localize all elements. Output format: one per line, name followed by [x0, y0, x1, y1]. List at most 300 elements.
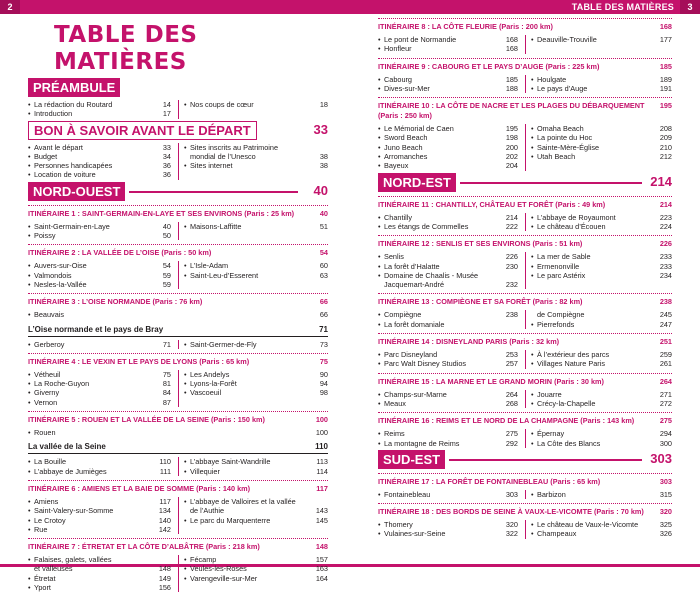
entry-name: Sites inscrits au Patrimoine: [190, 142, 279, 152]
itinerary-title: ITINÉRAIRE 8 : LA CÔTE FLEURIE (Paris : 200 km): [378, 22, 553, 31]
itinerary-title: ITINÉRAIRE 2 : LA VALLÉE DE L’OISE (Paris : 50 km): [28, 248, 212, 258]
entry-name: Saint-Germer-de-Fly: [190, 339, 257, 349]
entry-page: 114: [316, 466, 328, 476]
bullet-icon: •: [378, 389, 381, 399]
bullet-icon: •: [184, 496, 187, 506]
entry-page: 18: [319, 100, 328, 109]
bullet-icon: •: [378, 152, 381, 162]
bullet-icon: •: [531, 429, 534, 439]
toc-entry: [378, 529, 518, 538]
bullet-icon: •: [531, 74, 534, 84]
itinerary-title: ITINÉRAIRE 14 : DISNEYLAND PARIS (Paris : 32 km): [378, 337, 560, 347]
entry-name: Saint-Leu-d’Esserent: [190, 270, 259, 280]
bullet-icon: •: [531, 212, 534, 222]
entry-name: Parc Disneyland: [384, 350, 438, 360]
entry-page: 59: [162, 279, 171, 289]
entry-name: Reims: [384, 429, 405, 439]
toc-entry: [28, 231, 171, 240]
entry-name: Omaha Beach: [537, 124, 584, 134]
entry-name: Compiègne: [384, 310, 422, 320]
entry-page: 223: [659, 212, 672, 222]
entry-column-left: [28, 428, 328, 437]
toc-entry: [378, 271, 518, 280]
section-header: [28, 78, 328, 97]
itinerary-heading: [28, 205, 328, 219]
entry-name: Domaine de Chaalis - Musée: [384, 270, 479, 280]
entry-column-left: [378, 75, 525, 94]
bullet-icon: •: [184, 564, 187, 574]
entry-page: 264: [505, 389, 518, 399]
toc-entry: [28, 525, 171, 534]
entry-column-right: [525, 350, 672, 369]
bullet-icon: •: [531, 359, 534, 369]
bullet-icon: •: [531, 319, 534, 329]
entry-block: [28, 457, 328, 476]
entry-page: 140: [158, 515, 171, 525]
itinerary-heading: [378, 333, 672, 347]
itinerary-title: ITINÉRAIRE 15 : LA MARNE ET LE GRAND MORIN (Paris : 30 km): [378, 376, 604, 386]
entry-page: 234: [659, 270, 672, 280]
bullet-icon: •: [28, 151, 31, 161]
page-number-right: 3: [680, 0, 700, 14]
bullet-icon: •: [378, 212, 381, 222]
itinerary-heading: [378, 235, 672, 249]
entry-block: [378, 350, 672, 369]
subsection-page: 71: [319, 324, 328, 334]
entry-page: 191: [659, 83, 672, 93]
entry-name: Cabourg: [384, 74, 412, 84]
section-label: PRÉAMBULE: [28, 78, 120, 97]
entry-name: Maisons-Laffitte: [190, 221, 242, 231]
entry-name: Valmondois: [34, 270, 72, 280]
toc-entry: [184, 271, 328, 280]
toc-entry: [28, 564, 171, 573]
itinerary-page: 195: [659, 101, 672, 111]
entry-column-left: [378, 490, 525, 499]
page-number-left: 2: [0, 0, 20, 14]
entry-page: 145: [315, 515, 328, 525]
entry-page: 208: [659, 124, 672, 134]
entry-name: Beauvais: [34, 310, 65, 320]
bullet-icon: •: [531, 124, 534, 134]
entry-page: 275: [505, 429, 518, 439]
toc-entry: [531, 222, 672, 231]
entry-page: 63: [319, 270, 328, 280]
toc-entry: [28, 340, 171, 349]
entry-column-right: [178, 370, 328, 407]
bullet-icon: •: [531, 529, 534, 539]
entry-name: Nesles-la-Vallée: [34, 279, 87, 289]
entry-column-right: [178, 555, 328, 592]
bullet-icon: •: [28, 161, 31, 171]
itinerary-title: ITINÉRAIRE 3 : L’OISE NORMANDE (Paris : 76 km): [28, 297, 203, 307]
entry-name: Le Mémorial de Caen: [384, 124, 454, 134]
itinerary-page: 226: [659, 239, 672, 249]
entry-name: de Compiègne: [537, 310, 585, 320]
entry-name: La forêt d’Halatte: [384, 261, 440, 271]
entry-page: 268: [505, 398, 518, 408]
toc-entry: [184, 516, 328, 525]
toc-entry: [28, 379, 171, 388]
entry-page: 226: [505, 252, 518, 262]
entry-column-right: [525, 429, 672, 448]
entry-name: Sainte-Mère-Église: [537, 142, 600, 152]
bullet-icon: •: [378, 520, 381, 530]
entry-page: 212: [659, 152, 672, 162]
toc-entry: [378, 310, 518, 319]
section-page: 33: [313, 121, 328, 137]
entry-name: Personnes handicapées: [34, 161, 113, 171]
entry-name: Falaises, galets, vallées: [34, 555, 112, 565]
entry-page: 245: [659, 310, 672, 320]
bullet-icon: •: [531, 489, 534, 499]
entry-name: Rouen: [34, 428, 56, 438]
entry-name: Pierrefonds: [537, 319, 575, 329]
entry-column-left: [28, 310, 328, 319]
entry-name: Crécy-la-Chapelle: [537, 398, 596, 408]
toc-entry: [531, 133, 672, 142]
bullet-icon: •: [378, 221, 381, 231]
toc-entry: [378, 320, 518, 329]
entry-page: 325: [659, 520, 672, 530]
toc-entry: [28, 161, 171, 170]
entry-name: Le pays d’Auge: [537, 83, 588, 93]
entry-name: Épernay: [537, 429, 565, 439]
entry-page: 253: [505, 350, 518, 360]
entry-name: Le pont de Normandie: [384, 35, 457, 44]
toc-entry: [184, 222, 328, 231]
entry-page: 111: [159, 466, 171, 476]
entry-name: Location de voiture: [34, 170, 96, 180]
entry-page: 224: [659, 221, 672, 231]
toc-entry: [531, 520, 672, 529]
entry-block: [28, 222, 328, 241]
toc-entry: [184, 574, 328, 583]
toc-entry: [28, 457, 171, 466]
itinerary-heading: [378, 503, 672, 517]
bullet-icon: •: [28, 388, 31, 398]
toc-entry: [184, 555, 328, 564]
bullet-icon: •: [378, 438, 381, 448]
toc-entry: [28, 170, 171, 179]
entry-name: Meaux: [384, 398, 406, 408]
toc-entry: [28, 516, 171, 525]
entry-page: 38: [319, 151, 328, 161]
itinerary-heading: [378, 293, 672, 307]
toc-entry: [531, 35, 672, 44]
entry-page: 188: [505, 83, 518, 93]
bullet-icon: •: [531, 221, 534, 231]
toc-entry: [531, 310, 672, 319]
toc-entry: [28, 261, 171, 270]
itinerary-title: ITINÉRAIRE 12 : SENLIS ET SES ENVIRONS (Paris : 51 km): [378, 239, 583, 249]
section-rule: [449, 459, 642, 461]
bullet-icon: •: [378, 35, 381, 44]
entry-page: 98: [319, 388, 328, 398]
entry-page: 257: [505, 359, 518, 369]
entry-name: Le château de Vaux-le-Vicomte: [537, 520, 639, 530]
itinerary-page: 238: [659, 297, 672, 307]
entry-page: 54: [162, 261, 171, 271]
entry-page: 247: [659, 319, 672, 329]
left-column: [28, 14, 328, 592]
toc-entry: [378, 44, 518, 53]
entry-name: Les Andelys: [190, 369, 230, 379]
toc-entry: [378, 399, 518, 408]
entry-page: 326: [659, 529, 672, 539]
entry-block: [28, 370, 328, 407]
entry-block: [378, 213, 672, 232]
entry-page: 315: [659, 489, 672, 499]
entry-name: Rue: [34, 524, 48, 534]
itinerary-page: 168: [659, 22, 672, 31]
entry-page: 59: [162, 270, 171, 280]
toc-entry: [28, 506, 171, 515]
toc-entry: [28, 370, 171, 379]
entry-name: Utah Beach: [537, 152, 576, 162]
entry-page: 81: [162, 379, 171, 389]
bullet-icon: •: [184, 457, 187, 467]
itinerary-heading: [28, 244, 328, 258]
entry-name: Houlgate: [537, 74, 567, 84]
bullet-icon: •: [531, 252, 534, 262]
entry-page: 36: [162, 161, 171, 171]
toc-entry: [531, 124, 672, 133]
entry-name: Parc Walt Disney Studios: [384, 359, 467, 369]
right-column: [378, 14, 672, 539]
bullet-icon: •: [184, 161, 187, 171]
entry-column-left: [28, 100, 178, 119]
bullet-icon: •: [184, 369, 187, 379]
toc-entry: [378, 280, 518, 289]
entry-page: 271: [659, 389, 672, 399]
bullet-icon: •: [184, 515, 187, 525]
entry-page: 195: [505, 124, 518, 134]
entry-page: 73: [319, 339, 328, 349]
toc-entry: [378, 350, 518, 359]
itinerary-page: 185: [659, 61, 672, 71]
entry-block: [28, 340, 328, 349]
bullet-icon: •: [184, 388, 187, 398]
entry-page: 36: [162, 170, 171, 180]
bullet-icon: •: [378, 489, 381, 499]
entry-page: 14: [162, 100, 171, 109]
entry-page: 90: [319, 369, 328, 379]
entry-name: Le parc du Marquenterre: [190, 515, 271, 525]
entry-name: Le parc Astérix: [537, 270, 586, 280]
bullet-icon: •: [378, 252, 381, 262]
entry-page: 272: [659, 398, 672, 408]
bullet-icon: •: [28, 369, 31, 379]
entry-name: Introduction: [34, 109, 73, 119]
itinerary-page: 54: [319, 248, 328, 258]
section-header: [378, 450, 672, 469]
bullet-icon: •: [378, 310, 381, 320]
entry-column-right: [525, 252, 672, 289]
entry-name: Le château d’Écouen: [537, 221, 606, 231]
entry-name: Honfleur: [384, 44, 412, 54]
toc-entry: [378, 143, 518, 152]
toc-entry: [28, 467, 171, 476]
toc-entry: [531, 252, 672, 261]
toc-entry: [28, 574, 171, 583]
toc-entry: [28, 100, 171, 109]
entry-page: 66: [319, 310, 328, 320]
entry-page: 200: [505, 142, 518, 152]
toc-entry: [531, 271, 672, 280]
entry-column-right: [178, 497, 328, 534]
entry-name: Le Crotoy: [34, 515, 66, 525]
bullet-icon: •: [378, 529, 381, 539]
section-header: [378, 173, 672, 192]
toc-entry: [28, 388, 171, 397]
entry-page: 75: [162, 369, 171, 379]
bullet-icon: •: [28, 379, 31, 389]
entry-column-right: [525, 310, 672, 329]
bullet-icon: •: [28, 428, 31, 438]
entry-page: 117: [159, 496, 171, 506]
entry-name: L’abbaye de Royaumont: [537, 212, 616, 222]
entry-page: 300: [659, 438, 672, 448]
entry-column-left: [378, 35, 525, 54]
entry-page: 51: [319, 221, 328, 231]
bullet-icon: •: [28, 573, 31, 583]
entry-name: Yport: [34, 583, 51, 592]
bullet-icon: •: [28, 524, 31, 534]
toc-entry: [184, 467, 328, 476]
entry-name: L’abbaye de Jumièges: [34, 466, 107, 476]
section-label: SUD-EST: [378, 450, 445, 469]
bullet-icon: •: [531, 270, 534, 280]
entry-page: 38: [319, 161, 328, 171]
section-header: [28, 182, 328, 201]
entry-column-right: [178, 457, 328, 476]
entry-name: de l’Authie: [190, 506, 225, 516]
bullet-icon: •: [28, 100, 31, 109]
entry-column-left: [28, 340, 178, 349]
entry-page: 189: [659, 74, 672, 84]
toc-entry: [28, 109, 171, 118]
bullet-icon: •: [531, 83, 534, 93]
toc-entry: [531, 399, 672, 408]
entry-block: [378, 310, 672, 329]
toc-entry: [531, 152, 672, 161]
entry-page: 143: [315, 506, 328, 516]
entry-column-right: [525, 213, 672, 232]
entry-column-left: [28, 222, 178, 241]
itinerary-title: ITINÉRAIRE 4 : LE VEXIN ET LE PAYS DE LYONS (Paris : 65 km): [28, 356, 250, 366]
itinerary-heading: [28, 480, 328, 494]
bullet-icon: •: [531, 261, 534, 271]
section-page: 303: [650, 450, 672, 466]
entry-name: Champeaux: [537, 529, 577, 539]
entry-name: À l’extérieur des parcs: [537, 350, 610, 360]
itinerary-title: ITINÉRAIRE 5 : ROUEN ET LA VALLÉE DE LA SEINE (Paris : 150 km): [28, 415, 265, 425]
itinerary-page: 320: [659, 507, 672, 517]
toc-entry: [184, 161, 328, 170]
toc-entry: [378, 359, 518, 368]
toc-entry: [28, 310, 328, 319]
toc-entry: [378, 222, 518, 231]
toc-entry: [184, 564, 328, 573]
bullet-icon: •: [531, 398, 534, 408]
toc-entry: [28, 555, 171, 564]
subsection-heading: [28, 324, 328, 337]
bullet-icon: •: [378, 142, 381, 152]
toc-entry: [184, 152, 328, 161]
entry-name: Barbizon: [537, 489, 566, 499]
entry-page: 233: [659, 252, 672, 262]
entry-page: 210: [659, 142, 672, 152]
itinerary-page: 40: [319, 208, 328, 218]
entry-block: [28, 497, 328, 534]
bullet-icon: •: [184, 379, 187, 389]
entry-page: 100: [315, 428, 328, 438]
entry-page: 87: [162, 397, 171, 407]
itinerary-title: ITINÉRAIRE 1 : SAINT-GERMAIN-EN-LAYE ET SES ENVIRONS (Paris : 25 km): [28, 208, 295, 218]
itinerary-page: 251: [659, 337, 672, 347]
entry-name: La forêt domaniale: [384, 319, 445, 329]
entry-name: Vernon: [34, 397, 58, 407]
bullet-icon: •: [378, 319, 381, 329]
entry-column-right: [525, 124, 672, 170]
entry-page: 232: [505, 280, 518, 290]
itinerary-heading: [378, 97, 672, 121]
entry-page: 148: [158, 564, 171, 574]
entry-name: Poissy: [34, 231, 56, 241]
toc-entry: [531, 390, 672, 399]
entry-block: [378, 35, 672, 54]
bullet-icon: •: [28, 466, 31, 476]
entry-name: L’abbaye de Valloires et la vallée: [190, 496, 296, 506]
itinerary-heading: [378, 473, 672, 487]
section-page: 214: [650, 173, 672, 189]
toc-entry: [378, 35, 518, 44]
entry-name: Nos coups de cœur: [190, 100, 254, 109]
subsection-label: La vallée de la Seine: [28, 442, 106, 452]
entry-name: Varengeville-sur-Mer: [190, 573, 258, 583]
section-label: NORD-OUEST: [28, 182, 125, 201]
entry-name: La montagne de Reims: [384, 438, 460, 448]
entry-block: [28, 100, 328, 119]
entry-page: 142: [158, 524, 171, 534]
entry-name: Sword Beach: [384, 133, 428, 143]
bullet-icon: •: [531, 35, 534, 44]
entry-page: 156: [158, 583, 171, 592]
entry-name: mondial de l’Unesco: [190, 151, 256, 161]
toc-entry: [184, 379, 328, 388]
section-rule: [460, 182, 642, 184]
entry-block: [378, 520, 672, 539]
entry-page: 157: [315, 555, 328, 565]
entry-column-right: [525, 390, 672, 409]
bullet-icon: •: [378, 44, 381, 54]
entry-name: Veules-les-Roses: [190, 564, 247, 574]
entry-name: Villequier: [190, 466, 220, 476]
bullet-icon: •: [378, 350, 381, 360]
entry-column-right: [178, 143, 328, 180]
bullet-icon: •: [378, 161, 381, 171]
entry-name: L’Isle-Adam: [190, 261, 229, 271]
entry-column-right: [525, 490, 672, 499]
entry-page: 149: [158, 573, 171, 583]
entry-column-left: [378, 429, 525, 448]
entry-block: [28, 555, 328, 592]
entry-page: 238: [505, 310, 518, 320]
entry-column-left: [378, 390, 525, 409]
bullet-icon: •: [28, 279, 31, 289]
entry-page: 198: [505, 133, 518, 143]
